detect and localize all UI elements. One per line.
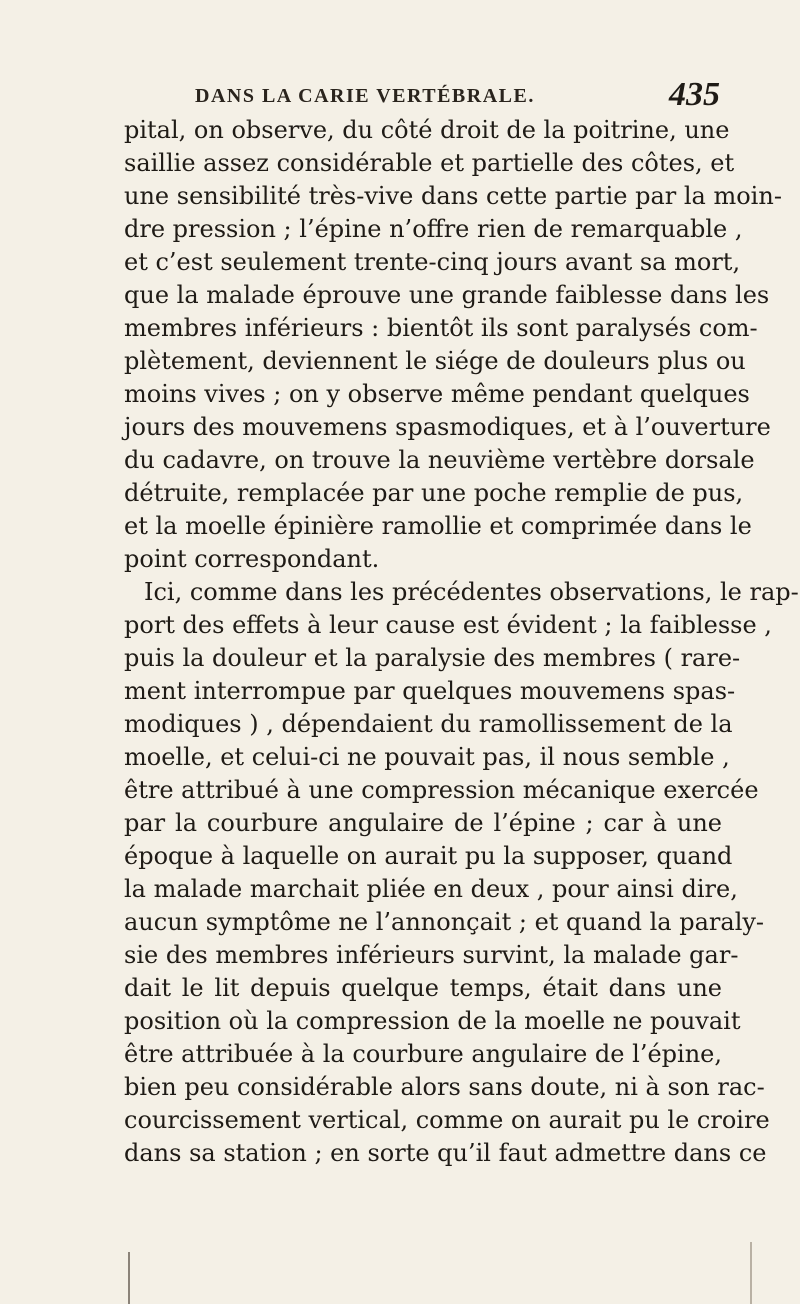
text-line: courcissement vertical, comme on aurait pu le croire — [124, 1106, 770, 1134]
running-title: DANS LA CARIE VERTÉBRALE. — [195, 85, 535, 107]
text-line: la malade marchait pliée en deux , pour ainsi dire, — [124, 875, 738, 903]
text-line: être attribuée à la courbure angulaire de l’épine, — [124, 1040, 722, 1068]
scan-margin-shadow — [750, 1242, 752, 1304]
text-line: membres inférieurs : bientôt ils sont paralysés com- — [124, 314, 758, 342]
text-line: du cadavre, on trouve la neuvième vertèbre dorsale — [124, 446, 755, 474]
body-text — [124, 114, 799, 1170]
text-line: moelle, et celui-ci ne pouvait pas, il nous semble , — [124, 743, 730, 771]
text-line: dait le lit depuis quelque temps, était dans une — [124, 974, 722, 1002]
text-line: puis la douleur et la paralysie des membres ( rare- — [124, 644, 741, 672]
text-line: plètement, deviennent le siége de douleurs plus ou — [124, 347, 746, 375]
page-number: 435 — [669, 76, 720, 113]
text-line: époque à laquelle on aurait pu la supposer, quand — [124, 842, 733, 870]
text-line: dans sa station ; en sorte qu’il faut admettre dans ce — [124, 1139, 767, 1167]
text-line: que la malade éprouve une grande faiblesse dans les — [124, 281, 770, 309]
text-line: être attribué à une compression mécanique exercée — [124, 776, 759, 804]
text-line: jours des mouvemens spasmodiques, et à l’ouverture — [124, 413, 771, 441]
text-line: et la moelle épinière ramollie et comprimée dans le — [124, 512, 752, 540]
text-line: port des effets à leur cause est évident ; la faiblesse , — [124, 611, 772, 639]
paragraph-end-line: point correspondant. — [124, 545, 380, 573]
running-head — [120, 76, 720, 113]
text-line: sie des membres inférieurs survint, la malade gar- — [124, 941, 739, 969]
text-line: aucun symptôme ne l’annonçait ; et quand la paraly- — [124, 908, 765, 936]
text-line: une sensibilité très-vive dans cette partie par la moin- — [124, 182, 782, 210]
text-line: moins vives ; on y observe même pendant quelques — [124, 380, 750, 408]
text-line: position où la compression de la moelle ne pouvait — [124, 1007, 741, 1035]
text-line: par la courbure angulaire de l’épine ; car à une — [124, 809, 722, 837]
text-line: dre pression ; l’épine n’offre rien de remarquable , — [124, 215, 743, 243]
text-line: détruite, remplacée par une poche remplie de pus, — [124, 479, 744, 507]
text-line: ment interrompue par quelques mouvemens spas- — [124, 677, 736, 705]
text-line: bien peu considérable alors sans doute, ni à son rac- — [124, 1073, 765, 1101]
scan-artifact-mark — [128, 1252, 130, 1304]
text-line: pital, on observe, du côté droit de la poitrine, une — [124, 116, 730, 144]
text-line: et c’est seulement trente-cinq jours avant sa mort, — [124, 248, 741, 276]
paragraph-start-line: Ici, comme dans les précédentes observations, le rap- — [144, 578, 799, 606]
text-line: saillie assez considérable et partielle des côtes, et — [124, 149, 735, 177]
text-line: modiques ) , dépendaient du ramollissement de la — [124, 710, 733, 738]
